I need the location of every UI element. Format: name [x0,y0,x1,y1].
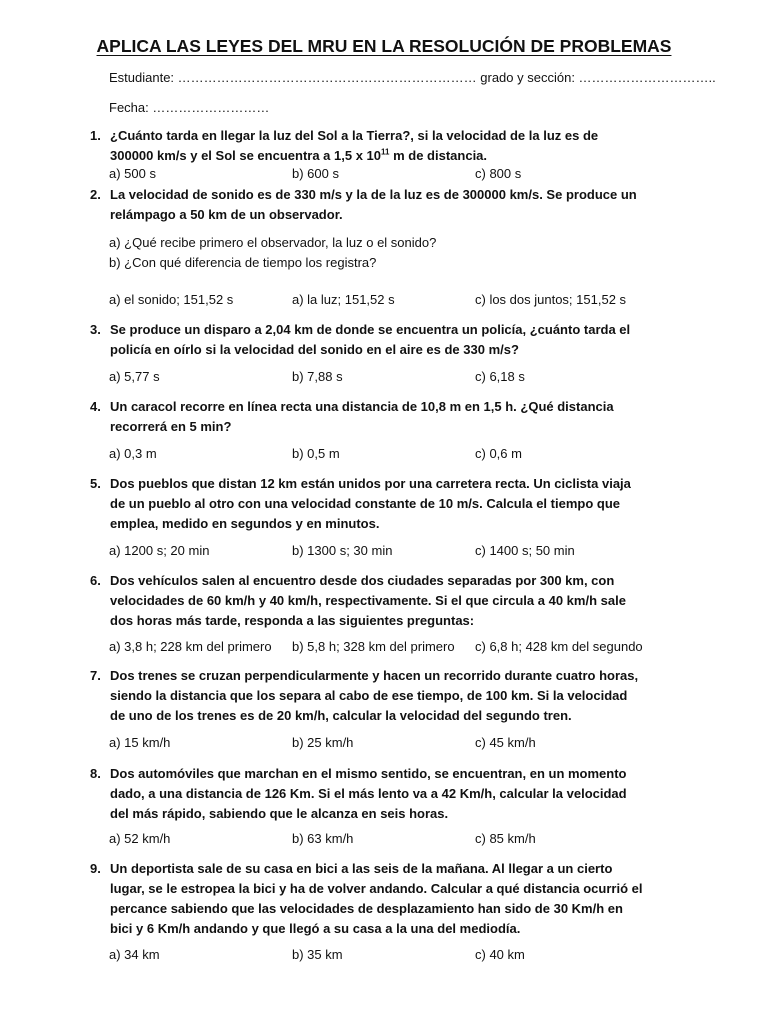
question-text-line: bici y 6 Km/h andando y que llegó a su casa a la una del mediodía. [110,921,521,936]
question-number: 6. [90,573,101,588]
options-6 [109,639,689,657]
question-text-line: Dos pueblos que distan 12 km están unidos por una carretera recta. Un ciclista viaja [110,476,631,491]
question-text-line: percance sabiendo que las velocidades de desplazamiento han sido de 30 Km/h en [110,901,623,916]
question-text-line: Dos automóviles que marchan en el mismo sentido, se encuentran, en un momento [110,766,627,781]
option-b: b) 1300 s; 30 min [292,543,393,558]
question-text-line: Un deportista sale de su casa en bici a las seis de la mañana. Al llegar a un cierto [110,861,613,876]
option-a: a) 0,3 m [109,446,157,461]
options-4 [109,446,689,464]
option-b: b) 63 km/h [292,831,354,846]
question-number: 8. [90,766,101,781]
options-2 [109,292,689,310]
question-6 [90,571,690,631]
question-text-line: Dos vehículos salen al encuentro desde dos ciudades separadas por 300 km, con [110,573,615,588]
question-1 [90,126,690,166]
options-9 [109,947,689,965]
date-line: Fecha: ……………………… [109,100,270,115]
question-number: 2. [90,187,101,202]
option-c: c) 40 km [475,947,525,962]
question-text-line: del más rápido, sabiendo que le alcanza en seis horas. [110,806,449,821]
question-7 [90,666,690,726]
options-8 [109,831,689,849]
question-text-line: Un caracol recorre en línea recta una distancia de 10,8 m en 1,5 h. ¿Qué distancia [110,399,614,414]
question-number: 4. [90,399,101,414]
option-c: c) 0,6 m [475,446,522,461]
question-text-line: dos horas más tarde, responda a las siguientes preguntas: [110,613,475,628]
option-b: b) 35 km [292,947,343,962]
question-number: 7. [90,668,101,683]
options-3 [109,369,689,387]
question-text-line: velocidades de 60 km/h y 40 km/h, respectivamente. Si el que circula a 40 km/h sale [110,593,626,608]
question-3 [90,320,690,360]
option-c: c) 6,8 h; 428 km del segundo [475,639,643,654]
student-line: Estudiante: …………………………………………………………… grado y sección: ………………………….. [109,70,716,85]
question-text-line: lugar, se le estropea la bici y ha de volver andando. Calcular a qué distancia ocurrió el [110,881,643,896]
question-text-line: dado, a una distancia de 126 Km. Si el más lento va a 42 Km/h, calcular la velocidad [110,786,627,801]
question-number: 9. [90,861,101,876]
options-7 [109,735,689,753]
option-c: c) 1400 s; 50 min [475,543,575,558]
option-a: a) 3,8 h; 228 km del primero [109,639,272,654]
option-a: a) 1200 s; 20 min [109,543,210,558]
question-2 [90,185,690,225]
options-5 [109,543,689,561]
option-a: a) 34 km [109,947,160,962]
option-b: b) 25 km/h [292,735,354,750]
option-b: a) la luz; 151,52 s [292,292,395,307]
question-text-line: Se produce un disparo a 2,04 km de donde se encuentra un policía, ¿cuánto tarda el [110,322,631,337]
option-a: a) 52 km/h [109,831,171,846]
question-text-line: recorrerá en 5 min? [110,419,232,434]
question-text-line: policía en oírlo si la velocidad del sonido en el aire es de 330 m/s? [110,342,519,357]
question-text-line: relámpago a 50 km de un observador. [110,207,343,222]
exponent: 11 [381,147,390,157]
question-text-line: 300000 km/s y el Sol se encuentra a 1,5 x $10^{11}$ m de distancia. [110,147,488,163]
question-text-line: siendo la distancia que los separa al cabo de ese tiempo, de 100 km. Si la velocidad [110,688,628,703]
option-b: b) 7,88 s [292,369,343,384]
question-4 [90,397,690,437]
subquestion-b: b) ¿Con qué diferencia de tiempo los registra? [109,255,377,270]
option-c: c) los dos juntos; 151,52 s [475,292,627,307]
option-c: c) 85 km/h [475,831,536,846]
question-text-line: de un pueblo al otro con una velocidad constante de 10 m/s. Calcula el tiempo que [110,496,620,511]
options-1 [109,166,689,184]
option-a: a) 500 s [109,166,156,181]
question-text-line: ¿Cuánto tarda en llegar la luz del Sol a la Tierra?, si la velocidad de la luz es de [110,128,599,143]
question-text-line: de uno de los trenes es de 20 km/h, calcular la velocidad del segundo tren. [110,708,572,723]
question-8 [90,764,690,824]
question-number: 5. [90,476,101,491]
option-a: a) el sonido; 151,52 s [109,292,234,307]
page-title: APLICA LAS LEYES DEL MRU EN LA RESOLUCIÓN DE PROBLEMAS [96,36,672,56]
option-b: b) 5,8 h; 328 km del primero [292,639,455,654]
question-5 [90,474,690,534]
question-text-line: Dos trenes se cruzan perpendicularmente y hacen un recorrido durante cuatro horas, [110,668,639,683]
question-text-line: La velocidad de sonido es de 330 m/s y la de la luz es de 300000 km/s. Se produce un [110,187,637,202]
option-c: c) 800 s [475,166,522,181]
question-text-line: emplea, medido en segundos y en minutos. [110,516,380,531]
option-b: b) 600 s [292,166,339,181]
question-9 [90,859,690,939]
option-a: a) 15 km/h [109,735,171,750]
subquestion-a: a) ¿Qué recibe primero el observador, la luz o el sonido? [109,235,437,250]
option-a: a) 5,77 s [109,369,160,384]
option-b: b) 0,5 m [292,446,340,461]
option-c: c) 6,18 s [475,369,525,384]
question-number: 3. [90,322,101,337]
question-number: 1. [90,128,101,143]
option-c: c) 45 km/h [475,735,536,750]
